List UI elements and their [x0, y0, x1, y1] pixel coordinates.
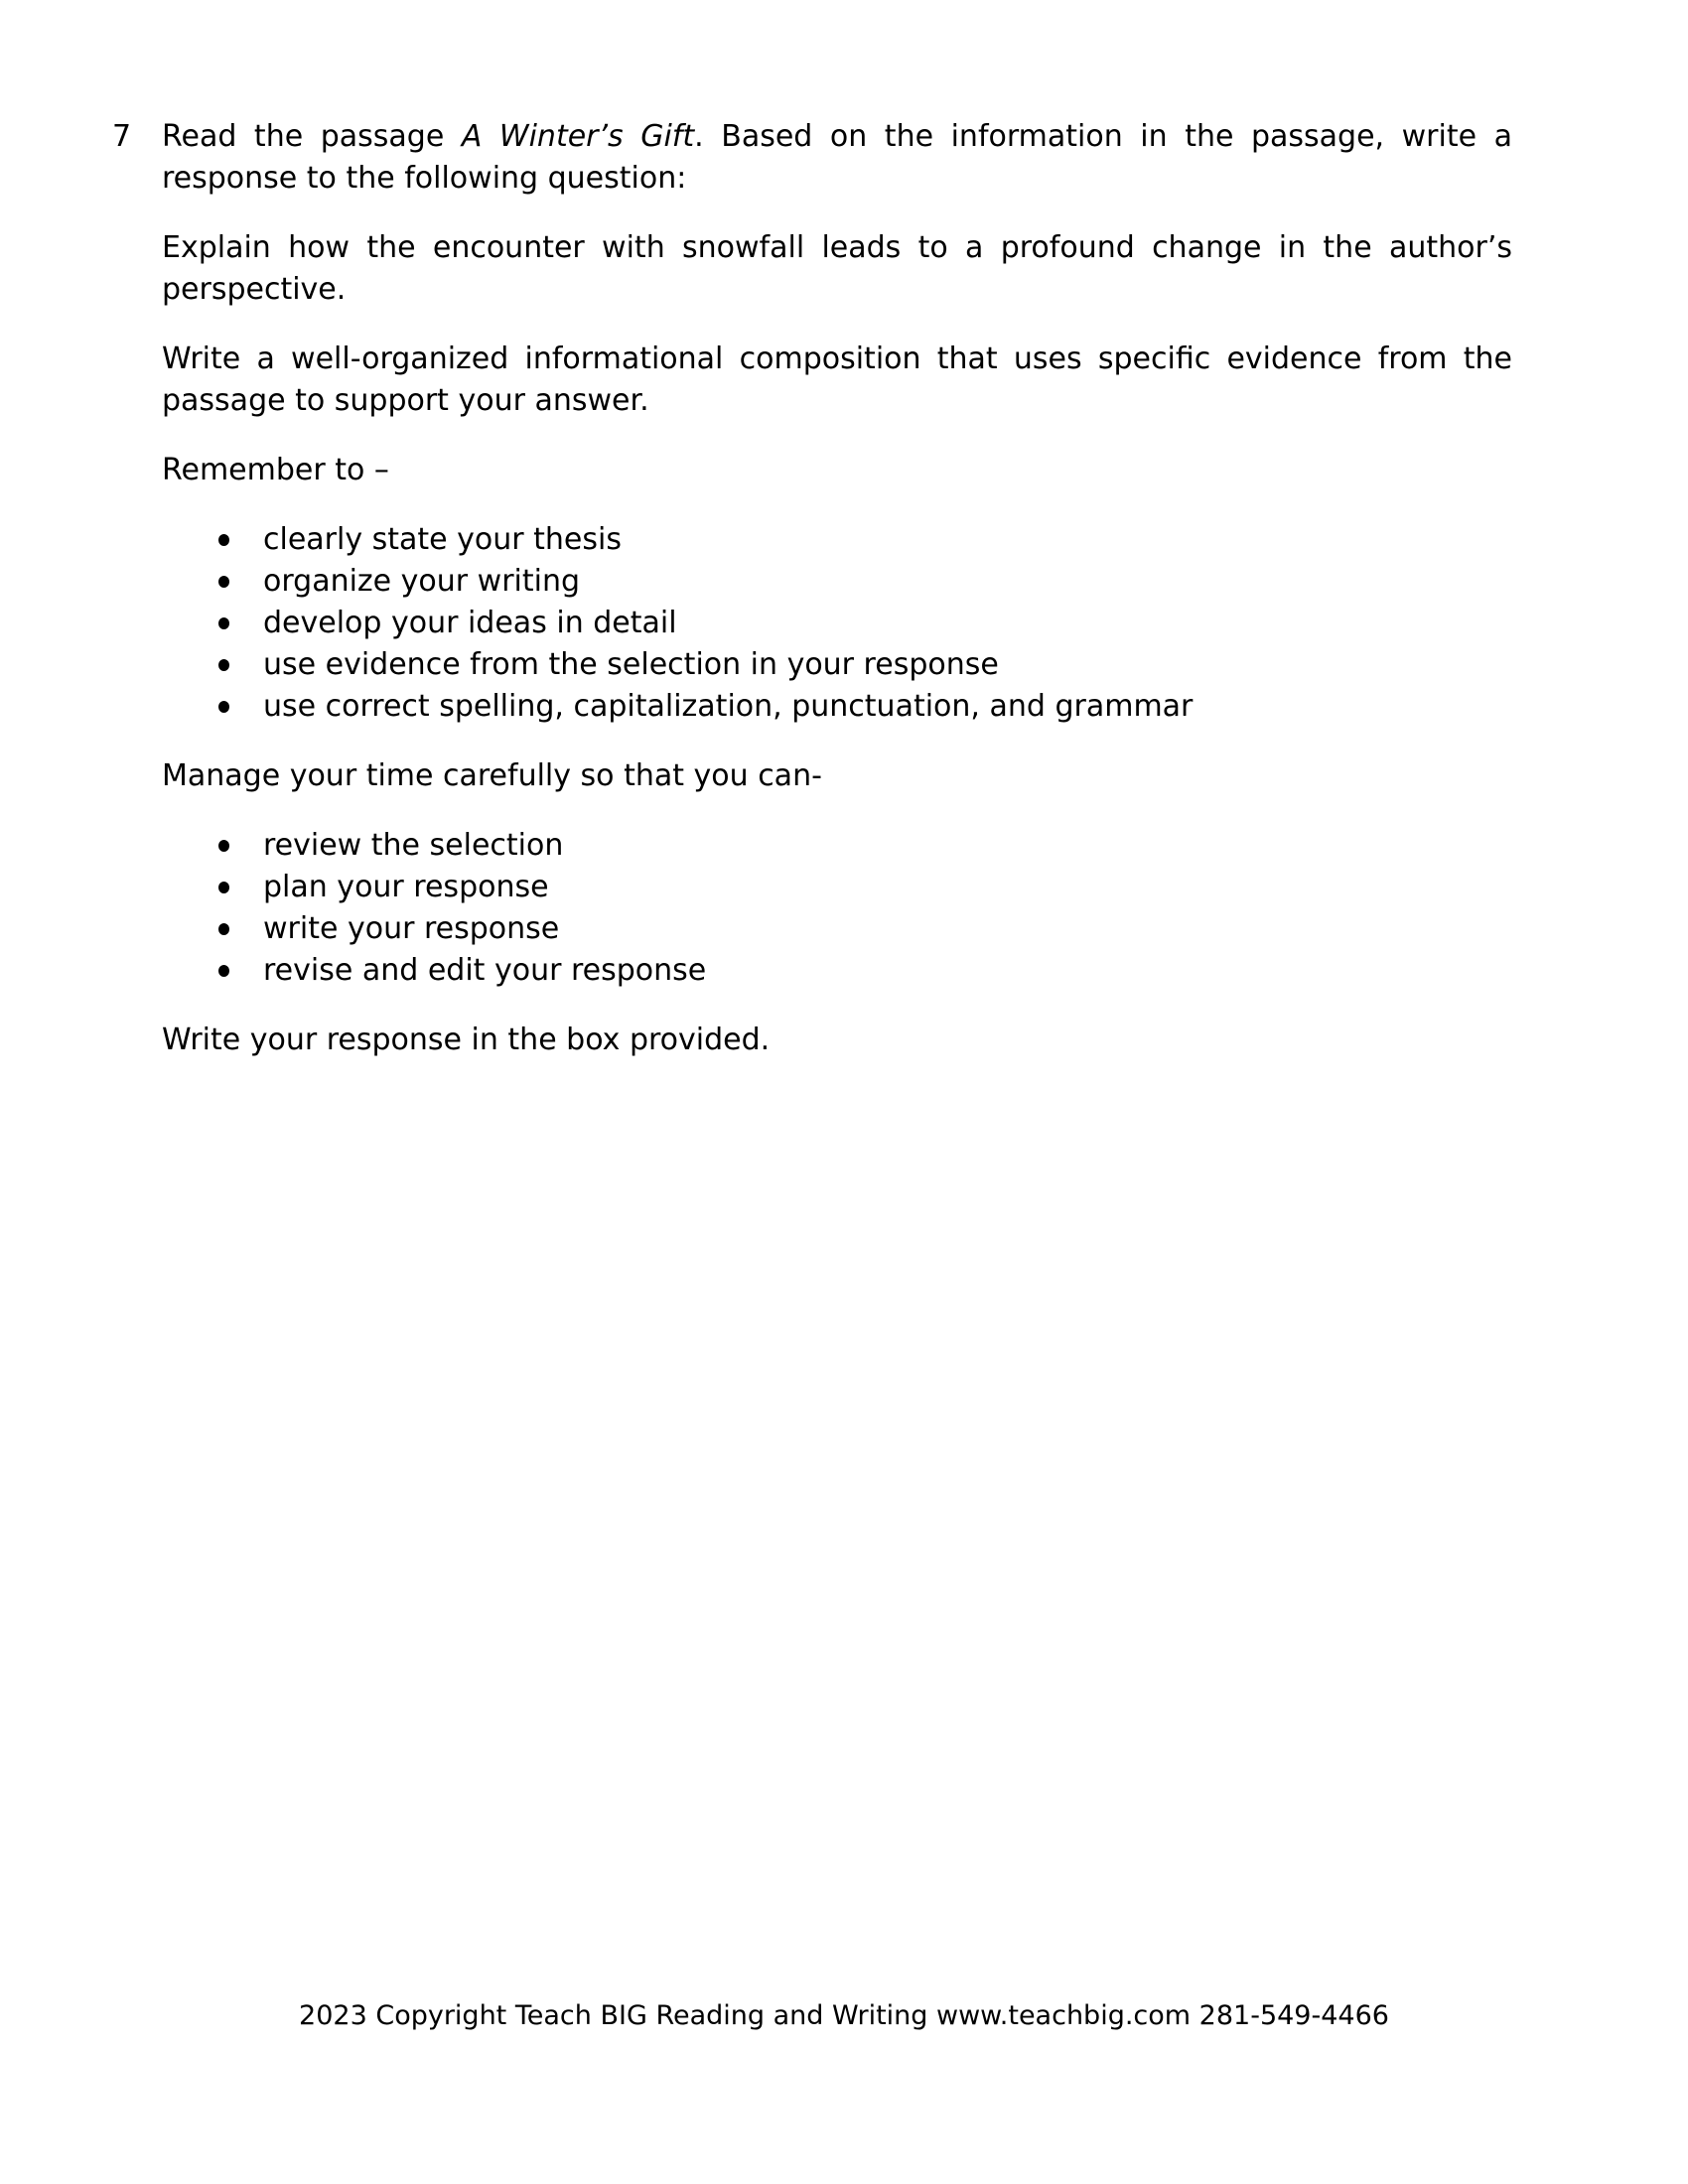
- question-intro-prefix: Read the passage: [162, 119, 462, 154]
- closing-instruction: Write your response in the box provided.: [162, 1023, 771, 1057]
- footer-copyright: 2023 Copyright Teach BIG Reading and Writing www.teachbig.com 281-549-4466: [299, 2000, 1389, 2031]
- question-intro: [162, 116, 1512, 200]
- passage-title: A Winter’s Gift: [461, 119, 695, 154]
- question-intro-row: [112, 116, 1513, 200]
- list-item: plan your response: [162, 867, 1512, 908]
- prompt-question: Explain how the encounter with snowfall leads to a profound change in the author’s perspective.: [162, 230, 1512, 307]
- question-block: [112, 116, 1513, 1089]
- remember-list: [162, 519, 1512, 728]
- list-item: revise and edit your response: [162, 950, 1512, 992]
- list-item: write your response: [162, 908, 1512, 950]
- manage-time-list: [162, 825, 1512, 992]
- remember-heading: Remember to –: [162, 453, 389, 487]
- list-item: use correct spelling, capitalization, punctuation, and grammar: [162, 686, 1512, 728]
- list-item: organize your writing: [162, 561, 1512, 603]
- list-item: use evidence from the selection in your response: [162, 644, 1512, 686]
- list-item: review the selection: [162, 825, 1512, 867]
- list-item: clearly state your thesis: [162, 519, 1512, 561]
- composition-instructions: Write a well-organized informational composition that uses specific evidence from the passage to support your answer.: [162, 341, 1512, 418]
- question-intro-suffix: . Based on the information in the passage, write a response to the following question:: [162, 119, 1513, 196]
- question-number: 7: [112, 119, 132, 154]
- manage-time-heading: Manage your time carefully so that you can-: [162, 758, 822, 793]
- list-item: develop your ideas in detail: [162, 603, 1512, 644]
